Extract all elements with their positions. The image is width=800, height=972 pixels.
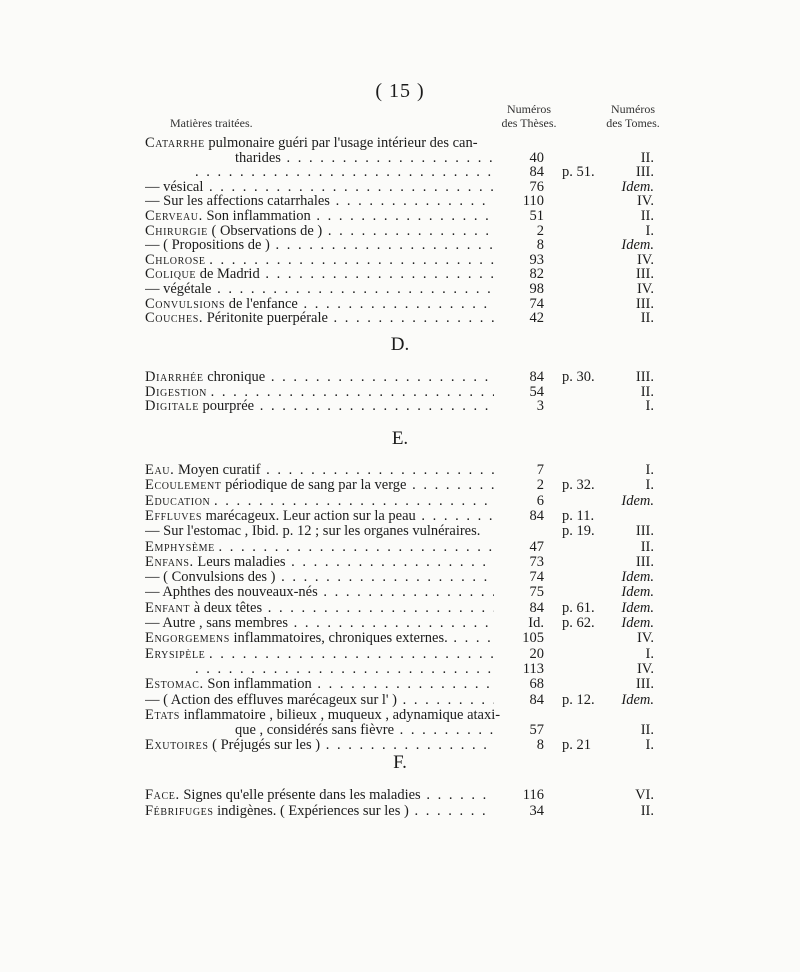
tome-number: IV. xyxy=(636,281,654,297)
entry-text xyxy=(145,540,520,555)
tome-number: IV. xyxy=(636,193,654,210)
entry-description: Péritonite puerpérale xyxy=(206,311,328,327)
entry-description: périodique de sang par la verge xyxy=(225,478,407,494)
index-entry xyxy=(0,555,800,570)
page-reference: p. 62. xyxy=(562,615,595,631)
entry-heading: Etats xyxy=(145,707,180,723)
entry-text xyxy=(145,267,520,282)
entry-description: Son inflammation xyxy=(207,677,312,693)
index-entry xyxy=(0,209,800,224)
entry-heading: Couches. xyxy=(145,311,204,327)
thesis-number: 84 xyxy=(494,370,544,385)
tome-number: Idem. xyxy=(621,237,654,254)
column-header-theses-line2: des Thèses. xyxy=(501,116,557,130)
entry-description: Leurs maladies xyxy=(197,554,286,570)
entry-heading: Digestion xyxy=(145,384,207,400)
entry-description: marécageux. Leur action sur la peau xyxy=(205,508,416,524)
tome-number: III. xyxy=(635,164,654,181)
thesis-number: 113 xyxy=(494,662,544,677)
page-reference: p. 51. xyxy=(562,164,595,181)
entry-text xyxy=(145,370,520,385)
entry-text xyxy=(195,662,520,677)
entry-description: Son inflammation xyxy=(206,209,311,224)
index-entry xyxy=(0,282,800,297)
entry-heading: Emphysème xyxy=(145,539,215,555)
tome-number: II. xyxy=(640,208,654,224)
tome-number: Idem. xyxy=(621,584,654,601)
entry-text xyxy=(145,647,520,662)
entry-description: indigènes. ( Expériences sur les ) xyxy=(217,803,409,819)
tome-number: Idem. xyxy=(621,615,654,631)
page-reference: p. 11. xyxy=(562,507,595,524)
entry-text xyxy=(195,165,520,180)
page-reference: p. 19. xyxy=(562,523,595,540)
thesis-number: 20 xyxy=(494,647,544,662)
entry-description: — ( Convulsions des ) xyxy=(145,570,276,586)
entry-heading: Estomac. xyxy=(145,677,204,693)
entry-description: à deux têtes xyxy=(193,600,263,616)
entry-text xyxy=(145,616,520,631)
index-entry xyxy=(0,524,800,539)
entry-description: — Sur les affections catarrhales xyxy=(145,194,330,210)
index-entry xyxy=(0,253,800,268)
thesis-number: Id. xyxy=(494,616,544,631)
thesis-number: 73 xyxy=(494,555,544,570)
thesis-number: 116 xyxy=(494,788,544,803)
index-entry xyxy=(0,311,800,326)
thesis-number: 57 xyxy=(494,723,544,738)
entry-text xyxy=(145,385,520,400)
tome-number: I. xyxy=(645,222,654,239)
entry-heading: Exutoires xyxy=(145,738,209,754)
thesis-number: 82 xyxy=(494,267,544,282)
entry-heading: Erysipèle xyxy=(145,646,206,662)
entry-text xyxy=(145,708,520,723)
entry-text xyxy=(145,224,520,239)
index-entry xyxy=(0,570,800,585)
entry-heading: Chlorose xyxy=(145,252,206,268)
entry-description: — vésical xyxy=(145,179,204,195)
tome-number: Idem. xyxy=(621,691,654,708)
index-entry xyxy=(0,509,800,524)
tome-number: II. xyxy=(640,538,654,555)
entry-description: — Sur l'estomac , Ibid. p. 12 ; sur les organes vulnéraires. xyxy=(145,524,481,540)
index-entry xyxy=(0,151,800,166)
entry-heading: Colique xyxy=(145,267,197,283)
index-entry xyxy=(0,708,800,723)
index-entry xyxy=(0,136,800,151)
entry-text xyxy=(145,478,520,493)
entry-text xyxy=(145,788,520,803)
entry-heading: Digitale xyxy=(145,399,199,415)
index-entry xyxy=(0,463,800,478)
column-header-theses xyxy=(494,102,564,130)
entry-heading: Enfant xyxy=(145,600,191,616)
entry-description: de Madrid xyxy=(199,267,260,283)
tome-number: II. xyxy=(640,802,654,819)
entry-heading: Effluves xyxy=(145,508,203,524)
entry-heading: Engorgemens xyxy=(145,631,230,647)
tome-number: III. xyxy=(635,266,654,283)
thesis-number: 84 xyxy=(494,509,544,524)
entry-description: tharides xyxy=(235,150,281,166)
thesis-number: 3 xyxy=(494,399,544,414)
tome-number: III. xyxy=(635,676,654,693)
entry-description: — ( Propositions de ) xyxy=(145,238,270,254)
tome-number: I. xyxy=(645,462,654,478)
entry-heading: Fébrifuges xyxy=(145,803,214,819)
tome-number: VI. xyxy=(635,787,654,803)
index-entry xyxy=(0,399,800,414)
thesis-number: 74 xyxy=(494,570,544,585)
entry-heading: Ecoulement xyxy=(145,478,222,494)
entry-text xyxy=(235,151,520,166)
entry-heading: Education xyxy=(145,493,211,509)
entry-text xyxy=(145,180,520,195)
thesis-number: 8 xyxy=(494,738,544,753)
entry-text xyxy=(145,677,520,692)
thesis-number: 84 xyxy=(494,165,544,180)
thesis-number: 51 xyxy=(494,209,544,224)
section-letter-e: E. xyxy=(391,428,409,449)
entry-text xyxy=(145,570,520,585)
entry-text xyxy=(145,524,520,539)
tome-number: Idem. xyxy=(621,569,654,586)
index-entry xyxy=(0,297,800,312)
entry-description: chronique xyxy=(207,370,266,385)
column-header-tomes-line1: Numéros xyxy=(611,102,655,116)
tome-number: III. xyxy=(635,523,654,540)
entry-description: — végétale xyxy=(145,282,212,297)
entry-heading: Chirurgie xyxy=(145,223,208,239)
entry-text xyxy=(235,723,520,738)
tome-number: II. xyxy=(640,149,654,166)
entry-description: — Autre , sans membres xyxy=(145,616,288,631)
thesis-number: 6 xyxy=(494,494,544,509)
thesis-number: 47 xyxy=(494,540,544,555)
index-entry xyxy=(0,804,800,819)
entry-text xyxy=(145,297,520,312)
thesis-number: 76 xyxy=(494,180,544,195)
column-header-subjects: Matières traitées. xyxy=(170,116,253,130)
tome-number: Idem. xyxy=(621,492,654,509)
entry-heading: Face. xyxy=(145,788,180,803)
index-entry xyxy=(0,693,800,708)
page-reference: p. 61. xyxy=(562,599,595,616)
entry-text xyxy=(145,399,520,414)
thesis-number: 75 xyxy=(494,585,544,600)
tome-number: Idem. xyxy=(621,599,654,616)
tome-number: IV. xyxy=(636,630,654,647)
index-entry xyxy=(0,165,800,180)
column-header-tomes xyxy=(598,102,668,130)
entry-text xyxy=(145,601,520,616)
entry-description: pulmonaire guéri par l'usage intérieur des can- xyxy=(208,136,478,151)
index-entry xyxy=(0,647,800,662)
entry-description: ( Observations de ) xyxy=(211,223,323,239)
page-reference: p. 21 xyxy=(562,737,591,754)
tome-number: III. xyxy=(635,295,654,312)
thesis-number: 74 xyxy=(494,297,544,312)
index-entry xyxy=(0,267,800,282)
thesis-number: 84 xyxy=(494,601,544,616)
index-entry xyxy=(0,370,800,385)
index-entry xyxy=(0,616,800,631)
thesis-number: 34 xyxy=(494,804,544,819)
entry-description: inflammatoires, chroniques externes. xyxy=(233,631,448,647)
entry-text xyxy=(145,555,520,570)
entry-heading: Convulsions xyxy=(145,296,226,312)
index-entry xyxy=(0,631,800,646)
entry-heading: Cerveau. xyxy=(145,209,203,224)
entry-text xyxy=(145,804,520,819)
index-entry xyxy=(0,478,800,493)
entry-heading: Eau. xyxy=(145,463,175,478)
tome-number: I. xyxy=(645,737,654,754)
index-entry xyxy=(0,180,800,195)
entry-description: — ( Action des effluves marécageux sur l' ) xyxy=(145,692,397,708)
entry-text xyxy=(145,494,520,509)
thesis-number: 54 xyxy=(494,385,544,400)
thesis-number: 8 xyxy=(494,238,544,253)
tome-number: II. xyxy=(640,310,654,327)
entry-text xyxy=(145,509,520,524)
entry-text xyxy=(145,585,520,600)
tome-number: IV. xyxy=(636,660,654,677)
thesis-number: 68 xyxy=(494,677,544,692)
index-entry xyxy=(0,601,800,616)
section-letter-d: D. xyxy=(390,334,410,355)
index-entry xyxy=(0,677,800,692)
tome-number: III. xyxy=(635,369,654,385)
entry-description: inflammatoire , bilieux , muqueux , adynamique ataxi- xyxy=(183,707,501,723)
entry-text xyxy=(145,463,520,478)
thesis-number: 105 xyxy=(494,631,544,646)
entry-description: pourprée xyxy=(202,399,255,415)
entry-text xyxy=(145,631,520,646)
entry-description: que , considérés sans fièvre xyxy=(235,723,395,739)
thesis-number: 84 xyxy=(494,693,544,708)
tome-number: I. xyxy=(645,398,654,415)
thesis-number: 2 xyxy=(494,224,544,239)
entry-description: — Aphthes des nouveaux-nés xyxy=(145,585,318,601)
index-entry xyxy=(0,540,800,555)
entry-text xyxy=(145,194,520,209)
tome-number: I. xyxy=(645,477,654,494)
tome-number: II. xyxy=(640,722,654,739)
entry-text xyxy=(145,693,520,708)
entry-text xyxy=(145,136,520,151)
entry-text xyxy=(145,282,520,297)
thesis-number: 42 xyxy=(494,311,544,326)
thesis-number: 7 xyxy=(494,463,544,478)
tome-number: II. xyxy=(640,383,654,400)
entry-description: ( Préjugés sur les ) xyxy=(212,738,321,754)
index-entry xyxy=(0,662,800,677)
entry-heading: Enfans. xyxy=(145,554,194,570)
page-reference: p. 12. xyxy=(562,691,595,708)
tome-number: III. xyxy=(635,553,654,570)
page-reference: p. 32. xyxy=(562,477,595,494)
index-entry xyxy=(0,788,800,803)
index-entry xyxy=(0,585,800,600)
entry-description: de l'enfance xyxy=(228,296,298,312)
entry-text xyxy=(145,209,520,224)
entry-text xyxy=(145,238,520,253)
index-entry xyxy=(0,194,800,209)
index-entry xyxy=(0,238,800,253)
thesis-number: 98 xyxy=(494,282,544,297)
index-entry xyxy=(0,224,800,239)
tome-number: IV. xyxy=(636,251,654,268)
index-entry xyxy=(0,723,800,738)
section-letter-f: F. xyxy=(393,752,407,773)
index-entry xyxy=(0,494,800,509)
thesis-number: 2 xyxy=(494,478,544,493)
entry-text xyxy=(145,253,520,268)
column-header-tomes-line2: des Tomes. xyxy=(606,116,660,130)
thesis-number: 40 xyxy=(494,151,544,166)
page-number: ( 15 ) xyxy=(375,80,425,102)
thesis-number: 110 xyxy=(494,194,544,209)
entry-text xyxy=(145,311,520,326)
entry-heading: Catarrhe xyxy=(145,136,205,151)
entry-heading: Diarrhée xyxy=(145,370,204,385)
page-reference: p. 30. xyxy=(562,369,595,385)
thesis-number: 93 xyxy=(494,253,544,268)
tome-number: I. xyxy=(645,645,654,662)
column-header-theses-line1: Numéros xyxy=(507,102,551,116)
entry-description: Moyen curatif xyxy=(177,463,261,478)
entry-description: Signes qu'elle présente dans les maladies xyxy=(183,788,421,803)
index-entry xyxy=(0,385,800,400)
tome-number: Idem. xyxy=(621,178,654,195)
